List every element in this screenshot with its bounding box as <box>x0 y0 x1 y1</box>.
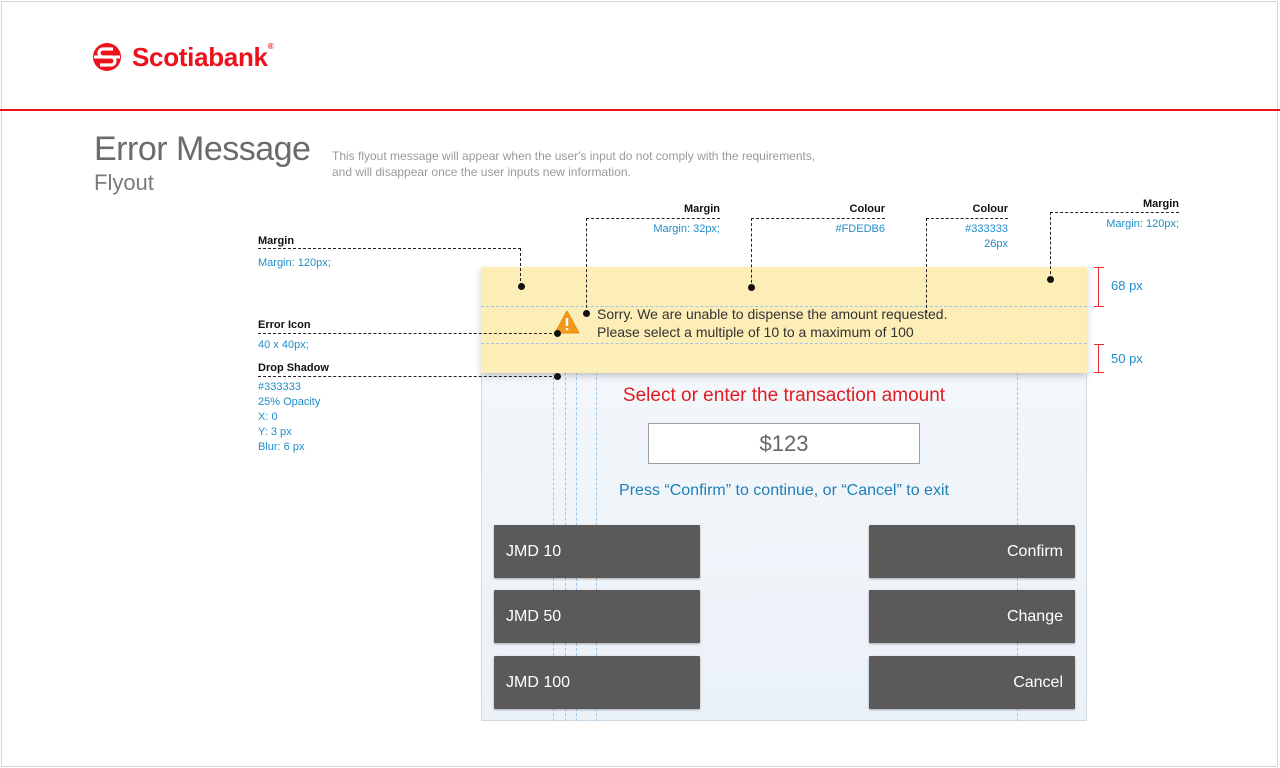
change-button[interactable]: Change <box>869 590 1075 643</box>
transaction-prompt: Select or enter the transaction amount <box>622 385 946 406</box>
leader-line <box>926 218 927 313</box>
annotation-margin-left-title: Margin <box>258 235 295 247</box>
annotation-drop-shadow-values: #333333 25% Opacity X: 0 Y: 3 px Blur: 6 px <box>258 381 321 453</box>
brand-name: Scotiabank® <box>132 41 274 72</box>
leader-line <box>1050 212 1179 213</box>
annotation-dot <box>518 283 525 290</box>
leader-line <box>258 376 557 377</box>
annotation-drop-shadow-title: Drop Shadow <box>258 362 329 374</box>
leader-line <box>586 218 587 313</box>
leader-line <box>258 333 557 334</box>
leader-line <box>258 248 521 249</box>
annotation-error-icon-value: 40 x 40px; <box>258 339 309 351</box>
error-message-line-2: Please select a multiple of 10 to a maximum of 100 <box>597 324 914 340</box>
annotation-colour-bg-value: #FDEDB6 <box>835 223 885 235</box>
error-message-line-1: Sorry. We are unable to dispense the amount requested. <box>597 306 948 322</box>
annotation-margin-right-value: Margin: 120px; <box>1106 218 1179 230</box>
annotation-dot <box>1047 276 1054 283</box>
leader-line <box>520 248 521 286</box>
header-divider <box>0 109 1280 111</box>
height-bracket-bottom <box>1094 344 1104 373</box>
annotation-margin-left-value: Margin: 120px; <box>258 257 331 269</box>
height-label-bottom: 50 px <box>1111 351 1143 366</box>
page-title: Error Message <box>94 130 311 168</box>
leader-line <box>586 218 720 219</box>
confirm-hint: Press “Confirm” to continue, or “Cancel” to exit <box>619 482 949 499</box>
scotiabank-s-icon <box>90 40 124 74</box>
annotation-margin-text-value: Margin: 32px; <box>653 223 720 235</box>
height-label-top: 68 px <box>1111 278 1143 293</box>
leader-line <box>751 218 885 219</box>
annotation-error-icon-title: Error Icon <box>258 319 311 331</box>
annotation-dot <box>554 373 561 380</box>
confirm-button[interactable]: Confirm <box>869 525 1075 578</box>
jmd-50-button[interactable]: JMD 50 <box>494 590 700 643</box>
height-bracket-top <box>1094 267 1104 307</box>
page-subtitle: Flyout <box>94 170 154 195</box>
leader-line <box>926 218 1008 219</box>
annotation-colour-bg-title: Colour <box>849 203 885 215</box>
page-description: This flyout message will appear when the user's input do not comply with the requirements, and will disappear once the user inputs new information. <box>332 149 816 179</box>
jmd-100-button[interactable]: JMD 100 <box>494 656 700 709</box>
amount-input[interactable]: $123 <box>648 423 920 464</box>
guide-line <box>481 343 1087 344</box>
annotation-margin-text-title: Margin <box>683 203 720 215</box>
annotation-colour-text-title: Colour <box>972 203 1008 215</box>
annotation-margin-right-title: Margin <box>1142 198 1179 210</box>
leader-line <box>751 218 752 288</box>
annotation-dot <box>583 310 590 317</box>
annotation-dot <box>554 330 561 337</box>
cancel-button[interactable]: Cancel <box>869 656 1075 709</box>
annotation-dot <box>748 284 755 291</box>
annotation-colour-text-values: #333333 26px <box>965 223 1008 250</box>
scotiabank-logo <box>90 40 273 74</box>
leader-line <box>1050 212 1051 279</box>
jmd-10-button[interactable]: JMD 10 <box>494 525 700 578</box>
